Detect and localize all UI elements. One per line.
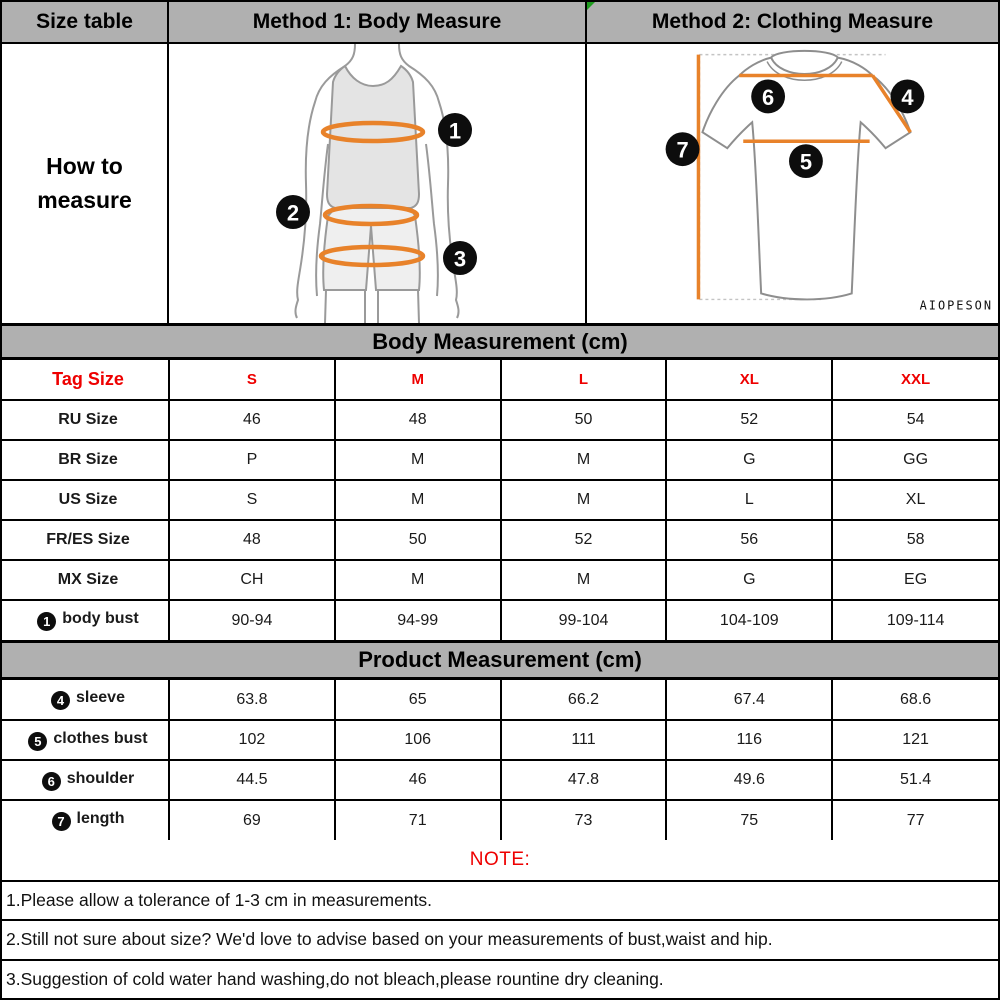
cell: L [666,480,832,520]
table-row-length [2,800,998,840]
cell: G [666,560,832,600]
right-arm-inner [426,144,438,296]
cell: 109-114 [832,600,998,640]
circled-5-icon: 5 [28,732,47,751]
note-item-3: 3.Suggestion of cold water hand washing,do not bleach,please rountine dry cleaning. [2,959,998,998]
clothing-measure-illustration [587,44,998,323]
cell: 116 [666,720,832,760]
cell: 46 [335,760,501,800]
cell: 54 [832,400,998,440]
row-label: 1 body bust [2,600,169,640]
top-section [2,2,998,323]
method1-header: Method 1: Body Measure [169,2,587,44]
cell: 51.4 [832,760,998,800]
cell: 63.8 [169,680,335,720]
tag-size-row [2,360,998,400]
badge-4-icon [891,80,925,114]
how-to-measure-cell [2,44,169,323]
tag-size-xxl: XXL [832,360,998,400]
cell: 65 [335,680,501,720]
row-label: US Size [2,480,169,520]
body-measurement-table [2,360,998,640]
table-row-clothes-bust [2,720,998,760]
cell: 75 [666,800,832,840]
cell: 58 [832,520,998,560]
table-row-mx-size [2,560,998,600]
cell: 46 [169,400,335,440]
notes-section [2,880,998,998]
cell: 68.6 [832,680,998,720]
circled-4-icon: 4 [51,691,70,710]
cell: 47.8 [501,760,667,800]
cell: 111 [501,720,667,760]
tag-size-xl: XL [666,360,832,400]
method2-header: Method 2: Clothing Measure [587,2,998,44]
cell: 102 [169,720,335,760]
cell: GG [832,440,998,480]
cell: 66.2 [501,680,667,720]
tag-size-m: M [335,360,501,400]
table-row-br-size [2,440,998,480]
cell: 106 [335,720,501,760]
badge-6-icon [751,80,785,114]
product-measurement-title: Product Measurement (cm) [2,640,998,680]
cell: 73 [501,800,667,840]
table-row-shoulder [2,760,998,800]
cell: 121 [832,720,998,760]
circled-1-icon: 1 [37,612,56,631]
circled-7-icon: 7 [52,812,71,831]
cell: M [335,440,501,480]
cell: 104-109 [666,600,832,640]
row-label: RU Size [2,400,169,440]
tshirt-figure-icon [587,44,998,323]
svg-text:1: 1 [448,118,462,144]
cell: M [335,560,501,600]
legs-lines [325,290,419,323]
table-row-ru-size [2,400,998,440]
badge-1-icon [438,113,472,147]
cell: 99-104 [501,600,667,640]
badge-3-icon [443,241,477,275]
badge-5-icon [789,144,823,178]
svg-text:5: 5 [799,149,813,175]
note-item-2: 2.Still not sure about size? We'd love to advise based on your measurements of bust,waist and hip. [2,919,998,958]
cell: 67.4 [666,680,832,720]
cell: M [501,440,667,480]
body-figure-icon [169,44,585,323]
cell: 48 [335,400,501,440]
body-measure-illustration [169,44,587,323]
cell: S [169,480,335,520]
circled-6-icon: 6 [42,772,61,791]
body-measurement-title: Body Measurement (cm) [2,323,998,360]
badge-7-icon [666,132,700,166]
row-label: 5 clothes bust [2,720,169,760]
tag-size-label: Tag Size [2,360,169,400]
cell: 77 [832,800,998,840]
cell: 52 [666,400,832,440]
cell: M [335,480,501,520]
badge-2-icon [276,195,310,229]
cell: CH [169,560,335,600]
cell: EG [832,560,998,600]
svg-text:7: 7 [676,137,689,163]
table-row-us-size [2,480,998,520]
table-row-fres-size [2,520,998,560]
size-table-header: Size table [2,2,169,44]
table-row-sleeve [2,680,998,720]
cell: M [501,560,667,600]
cell: 69 [169,800,335,840]
row-label: BR Size [2,440,169,480]
svg-text:6: 6 [762,84,775,110]
tag-size-s: S [169,360,335,400]
cell: G [666,440,832,480]
svg-text:4: 4 [901,84,914,110]
cell: 44.5 [169,760,335,800]
cell: 49.6 [666,760,832,800]
cell: 71 [335,800,501,840]
cell: 48 [169,520,335,560]
row-label: 7 length [2,800,169,840]
table-row-body-bust [2,600,998,640]
cell: XL [832,480,998,520]
tag-size-l: L [501,360,667,400]
note-heading: NOTE: [469,849,531,870]
cell: 50 [501,400,667,440]
cell: 50 [335,520,501,560]
cell: 94-99 [335,600,501,640]
svg-text:3: 3 [453,246,467,272]
cell: 90-94 [169,600,335,640]
row-label: 6 shoulder [2,760,169,800]
cell: 56 [666,520,832,560]
cell: 52 [501,520,667,560]
cell: M [501,480,667,520]
how-to-measure-label: How to measure [37,153,132,213]
svg-text:2: 2 [286,200,300,226]
row-label: FR/ES Size [2,520,169,560]
note-item-1: 1.Please allow a tolerance of 1-3 cm in measurements. [2,880,998,919]
brand-text: AIOPESON [919,298,994,313]
row-label: MX Size [2,560,169,600]
row-label: 4 sleeve [2,680,169,720]
product-measurement-table [2,680,998,840]
cell: P [169,440,335,480]
